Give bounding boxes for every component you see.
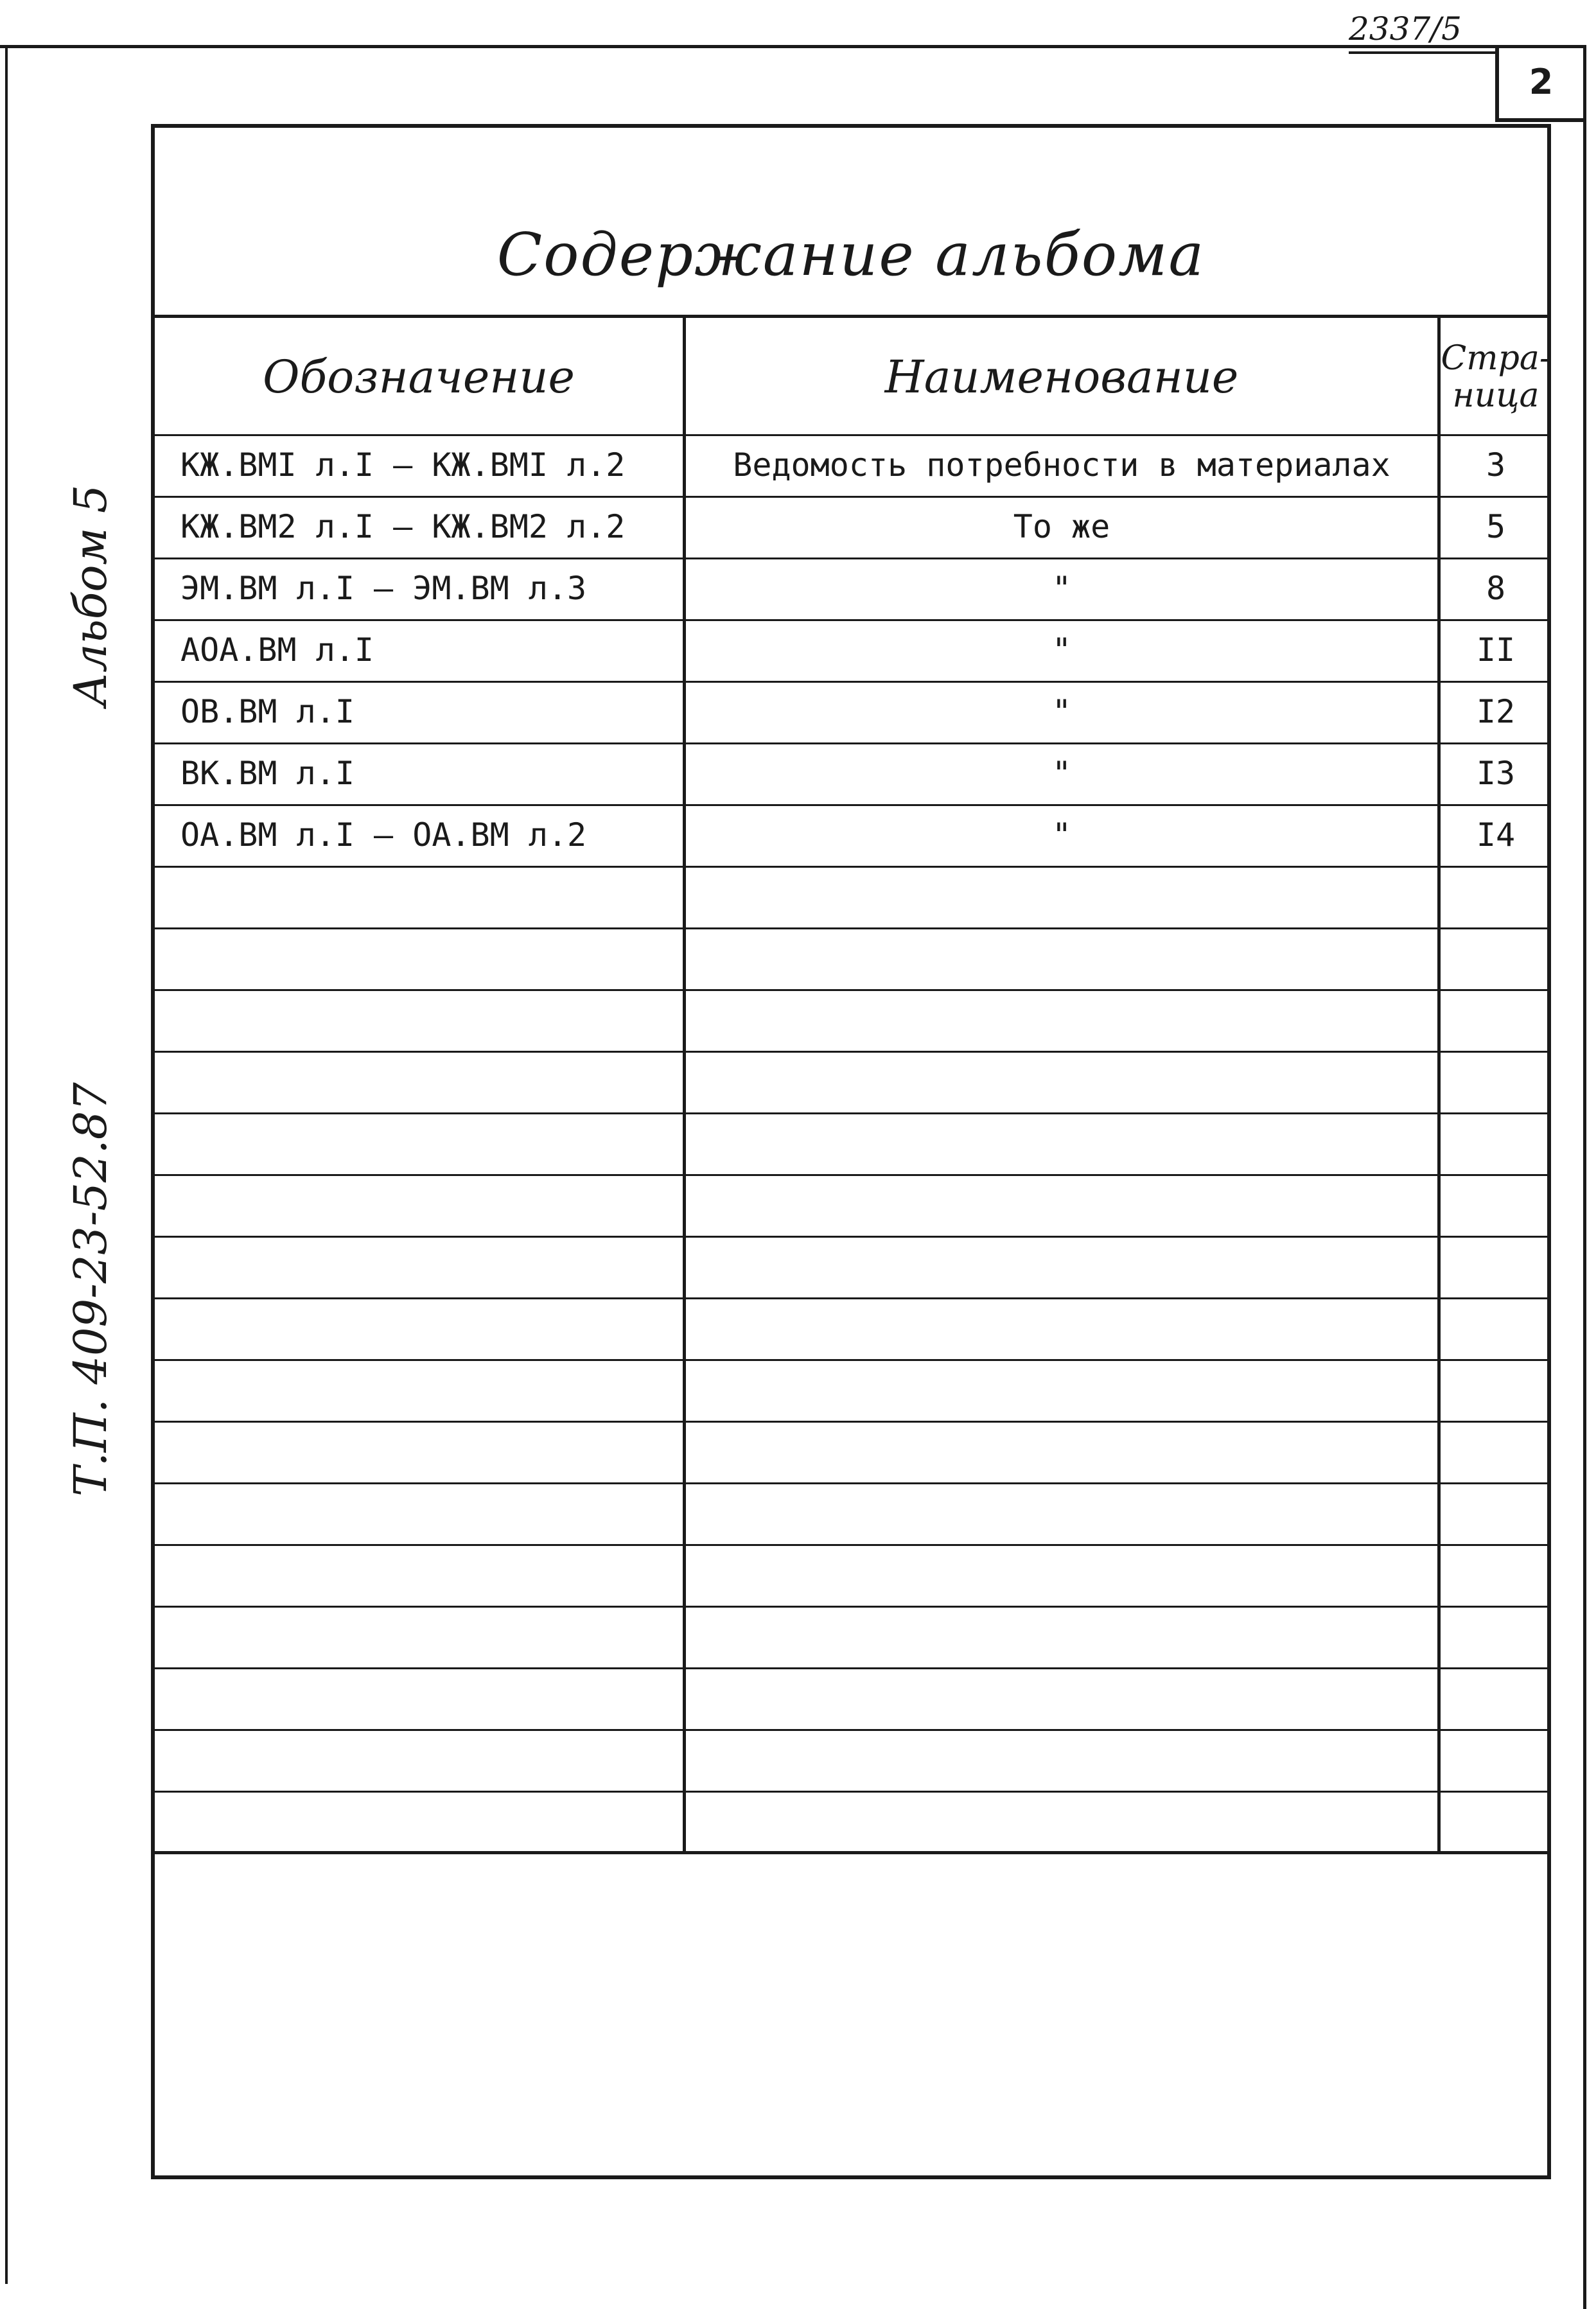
- cell-designation: КЖ.ВМI л.I – КЖ.ВМI л.2: [180, 446, 626, 484]
- cell-designation: ОВ.ВМ л.I: [180, 693, 355, 730]
- cell-page: 8: [1486, 570, 1506, 607]
- cell-designation: ВК.ВМ л.I: [180, 755, 355, 792]
- cell-name: ": [1051, 631, 1072, 669]
- cell-name: ": [1051, 693, 1072, 730]
- cell-designation: ЭМ.ВМ л.I – ЭМ.ВМ л.3: [180, 570, 587, 607]
- cell-page: I3: [1476, 755, 1516, 792]
- cell-page: 3: [1486, 446, 1506, 484]
- row-line: [155, 866, 1547, 868]
- cell-name: Ведомость потребности в материалах: [733, 446, 1390, 484]
- row-line: [155, 1051, 1547, 1053]
- cell-name: ": [1051, 570, 1072, 607]
- cell-page: 5: [1486, 508, 1506, 545]
- cell-page: I4: [1476, 816, 1516, 854]
- column-header-page-line2: ница: [1452, 376, 1539, 415]
- row-line: [155, 1297, 1547, 1299]
- cell-designation: ОА.ВМ л.I – ОА.ВМ л.2: [180, 816, 587, 854]
- row-line: [155, 1236, 1547, 1238]
- row-line: [155, 1421, 1547, 1423]
- cell-page: I2: [1476, 693, 1516, 730]
- cell-name: То же: [1013, 508, 1110, 545]
- contents-table: [151, 124, 1551, 2179]
- row-line: [155, 1359, 1547, 1361]
- row-line: [155, 1667, 1547, 1669]
- row-line: [155, 1174, 1547, 1176]
- row-line: [155, 1544, 1547, 1546]
- sheet-number: 2: [1495, 45, 1583, 122]
- row-line: [155, 927, 1547, 929]
- row-line: [155, 1791, 1547, 1793]
- document-title: Содержание альбома: [155, 128, 1547, 318]
- project-code-text: Т.П. 409-23-52.87: [64, 1082, 117, 1497]
- album-label: [64, 484, 117, 758]
- row-line: [155, 1482, 1547, 1484]
- row-line: [155, 1606, 1547, 1608]
- cell-designation: КЖ.ВМ2 л.I – КЖ.ВМ2 л.2: [180, 508, 626, 545]
- table-bottom-line: [155, 1851, 1547, 1854]
- column-header-page: [1441, 320, 1551, 433]
- row-line: [155, 1112, 1547, 1114]
- album-label-text: Альбом 5: [64, 484, 117, 707]
- column-header-page-line1: Стра-: [1441, 338, 1551, 378]
- column-header-name: Наименование: [884, 350, 1239, 403]
- archive-number: 2337/5: [1349, 6, 1496, 54]
- column-header-designation: Обозначение: [263, 350, 575, 403]
- project-code-label: [64, 1082, 117, 1548]
- cell-designation: АОА.ВМ л.I: [180, 631, 374, 669]
- cell-name: ": [1051, 816, 1072, 854]
- cell-page: II: [1476, 631, 1516, 669]
- sheet-left-edge: [5, 45, 8, 2284]
- row-line: [155, 989, 1547, 991]
- cell-name: ": [1051, 755, 1072, 792]
- row-line: [155, 1729, 1547, 1731]
